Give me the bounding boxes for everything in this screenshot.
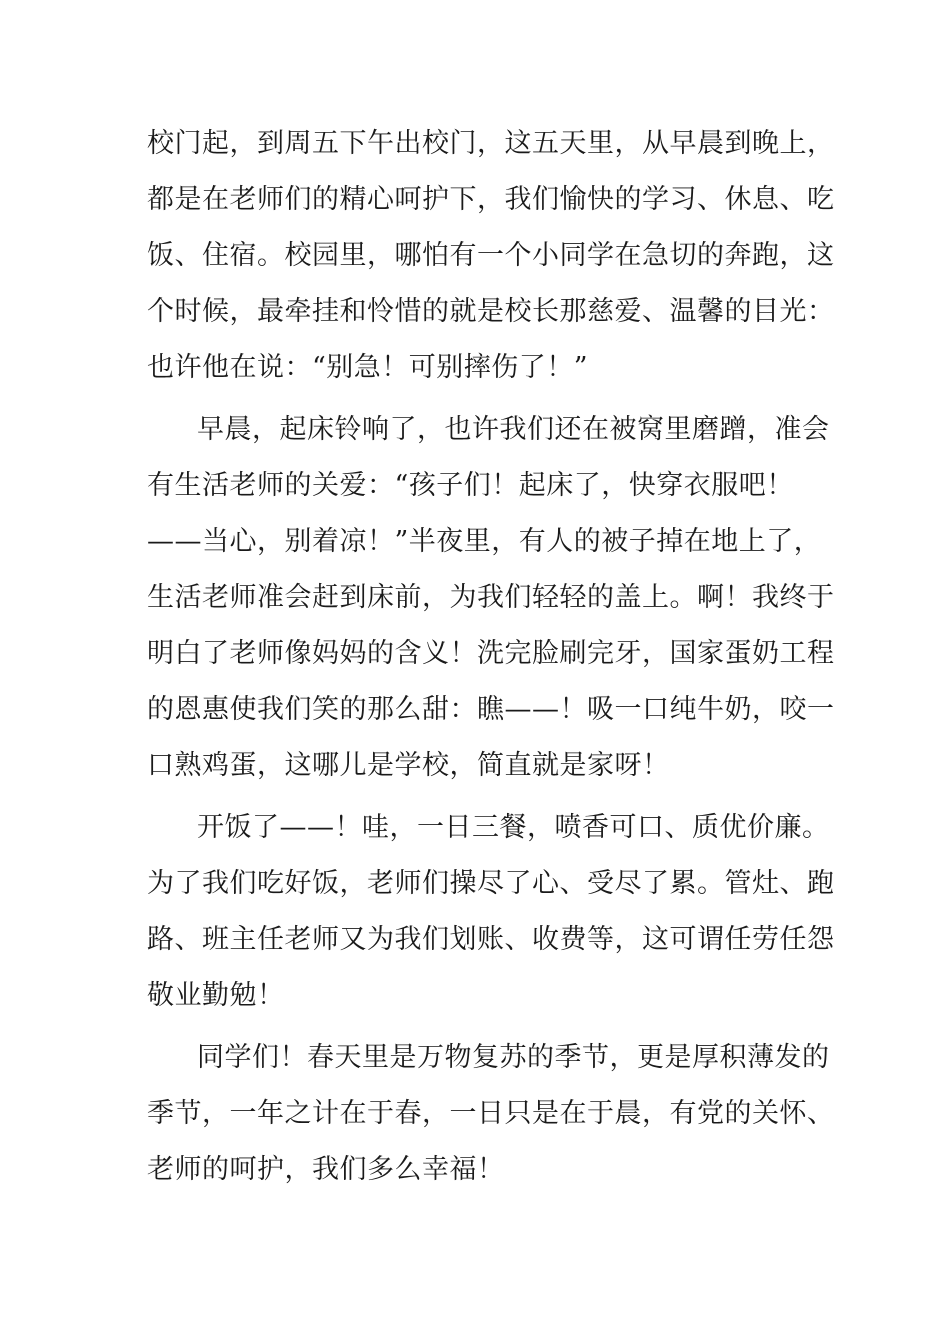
text-line: 的恩惠使我们笑的那么甜：瞧——！吸一口纯牛奶，咬一 — [147, 694, 835, 725]
text-line: 饭、住宿。校园里，哪怕有一个小同学在急切的奔跑，这 — [147, 240, 835, 271]
text-line: 老师的呵护，我们多么幸福！ — [147, 1154, 505, 1185]
paragraph-start-line: 同学们！春天里是万物复苏的季节，更是厚积薄发的 — [197, 1042, 830, 1073]
text-line: 也许他在说：“别急！可别摔伤了！” — [147, 352, 589, 383]
text-line: 季节，一年之计在于春，一日只是在于晨，有党的关怀、 — [147, 1098, 835, 1129]
text-line: ——当心，别着凉！”半夜里，有人的被子掉在地上了， — [147, 526, 822, 557]
text-line: 都是在老师们的精心呵护下，我们愉快的学习、休息、吃 — [147, 184, 835, 215]
paragraph-start-line: 早晨，起床铃响了，也许我们还在被窝里磨蹭，准会 — [197, 414, 830, 445]
text-line: 口熟鸡蛋，这哪儿是学校，简直就是家呀！ — [147, 750, 670, 781]
text-line: 个时候，最牵挂和怜惜的就是校长那慈爱、温馨的目光： — [147, 296, 835, 327]
text-line: 路、班主任老师又为我们划账、收费等，这可谓任劳任怨 — [147, 924, 835, 955]
paragraph-start-line: 开饭了——！哇，一日三餐，喷香可口、质优价廉。 — [197, 812, 830, 843]
text-line: 有生活老师的关爱：“孩子们！起床了，快穿衣服吧！ — [147, 470, 794, 501]
text-line: 为了我们吃好饭，老师们操尽了心、受尽了累。管灶、跑 — [147, 868, 835, 899]
text-line: 校门起，到周五下午出校门，这五天里，从早晨到晚上， — [147, 128, 835, 159]
text-line: 敬业勤勉！ — [147, 980, 285, 1011]
text-line: 生活老师准会赶到床前，为我们轻轻的盖上。啊！我终于 — [147, 582, 835, 613]
text-line: 明白了老师像妈妈的含义！洗完脸刷完牙，国家蛋奶工程 — [147, 638, 835, 669]
